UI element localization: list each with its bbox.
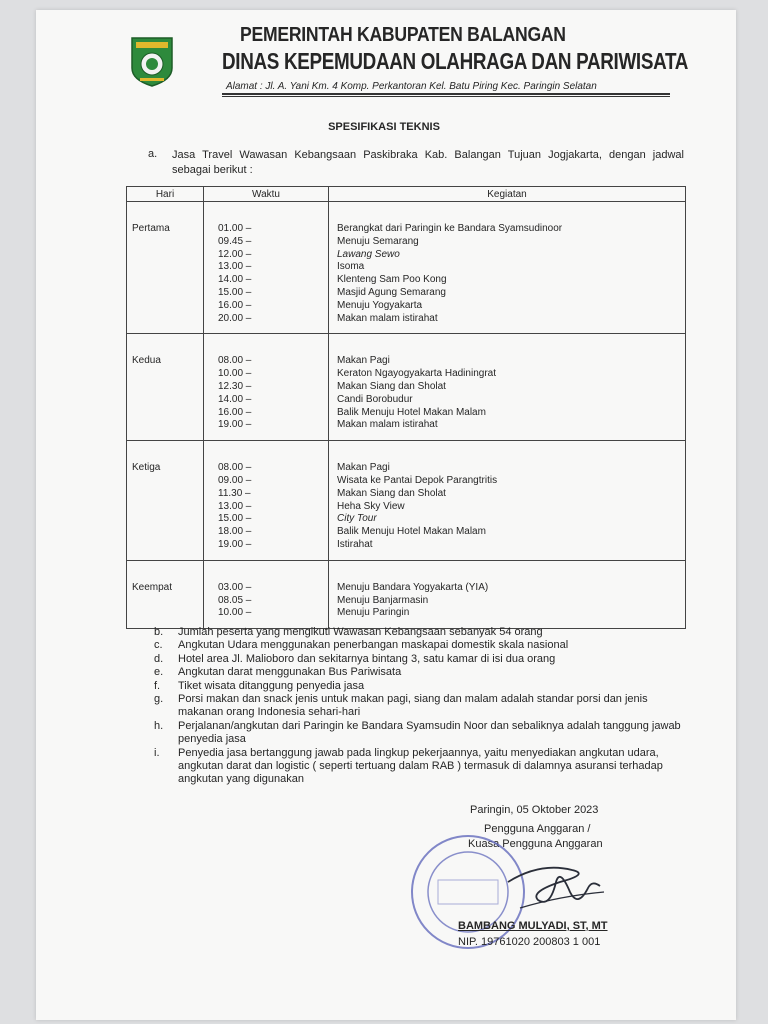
- activity-cell: [329, 560, 686, 628]
- list-text: Perjalanan/angkutan dari Paringin ke Bandara Syamsudin Noor dan sebaliknya adalah tanggung jawab penyedia jasa: [178, 719, 681, 746]
- day-cell: Kedua: [127, 334, 204, 441]
- day-cell: Ketiga: [127, 441, 204, 561]
- activity-entry: Makan malam istirahat: [337, 419, 438, 431]
- activity-entry: Masjid Agung Semarang: [337, 286, 446, 298]
- time-entry: 12.30 –: [218, 380, 252, 392]
- signature-place-date: Paringin, 05 Oktober 2023: [470, 804, 599, 816]
- time-entry: 10.00 –: [218, 368, 252, 380]
- list-text: Hotel area Jl. Malioboro dan sekitarnya bintang 3, satu kamar di isi dua orang: [178, 652, 556, 665]
- list-marker: b.: [154, 626, 164, 638]
- list-marker: i.: [154, 746, 160, 759]
- list-item: [154, 653, 688, 666]
- time-entry: 13.00 –: [218, 261, 252, 273]
- activity-entry: Candi Borobudur: [337, 393, 413, 405]
- time-cell: [204, 441, 329, 561]
- list-marker: g.: [154, 693, 164, 706]
- time-entry: 08.05 –: [218, 594, 252, 606]
- header-waktu: Waktu: [204, 187, 329, 202]
- header-address: Alamat : Jl. A. Yani Km. 4 Komp. Perkantoran Kel. Batu Piring Kec. Paringin Selatan: [226, 80, 597, 92]
- time-entry: 01.00 –: [218, 223, 252, 234]
- header-government: PEMERINTAH KABUPATEN BALANGAN: [240, 24, 566, 46]
- header-kegiatan: Kegiatan: [329, 187, 686, 202]
- activity-entry: Keraton Ngayogyakarta Hadiningrat: [337, 368, 496, 380]
- time-entry: 08.00 –: [218, 355, 252, 367]
- time-entry: 18.00 –: [218, 526, 252, 538]
- signature-role-1: Pengguna Anggaran /: [484, 823, 591, 835]
- header-department: DINAS KEPEMUDAAN OLAHRAGA DAN PARIWISATA: [222, 48, 689, 74]
- time-entry: 11.30 –: [218, 487, 251, 499]
- activity-entry: Makan Pagi: [337, 462, 390, 474]
- time-cell: [204, 334, 329, 441]
- activity-entry: Wisata ke Pantai Depok Parangtritis: [337, 474, 498, 486]
- activity-cell: [329, 441, 686, 561]
- activity-entry: Heha Sky View: [337, 500, 405, 512]
- specification-list: [154, 626, 688, 787]
- time-entry: 20.00 –: [218, 312, 252, 324]
- activity-entry: Makan Siang dan Sholat: [337, 487, 446, 499]
- time-entry: 09.00 –: [218, 474, 252, 486]
- list-text: Penyedia jasa bertanggung jawab pada lingkup pekerjaannya, yaitu menyediakan angkutan udara, angkutan darat dan logistic ( seperti tertuang dalam RAB ) termasuk di dalamnya asuransi terhadap angkutan yang digunakan: [178, 746, 663, 786]
- activity-entry: Menuju Yogyakarta: [337, 299, 423, 311]
- activity-entry: Menuju Paringin: [337, 607, 410, 619]
- time-entry: 19.00 –: [218, 538, 252, 550]
- time-entry: 09.45 –: [218, 235, 252, 247]
- header-rule-thin: [222, 96, 670, 97]
- activity-entry: Makan Siang dan Sholat: [337, 380, 446, 392]
- time-entry: 14.00 –: [218, 393, 252, 405]
- time-entry: 19.00 –: [218, 419, 252, 431]
- header-rule: [222, 93, 670, 95]
- activity-entry: Makan malam istirahat: [337, 312, 438, 324]
- list-item: [154, 626, 688, 639]
- list-marker: e.: [154, 666, 164, 679]
- schedule-row: [127, 441, 686, 561]
- day-cell: Keempat: [127, 560, 204, 628]
- schedule-row: [127, 560, 686, 628]
- list-item: [154, 747, 688, 787]
- activity-cell: [329, 202, 686, 334]
- list-item: [154, 680, 688, 693]
- activity-cell: [329, 334, 686, 441]
- activity-entry: Menuju Semarang: [337, 235, 419, 247]
- activity-entry: Makan Pagi: [337, 355, 390, 367]
- list-item: [154, 639, 688, 652]
- signatory-nip: NIP. 19761020 200803 1 001: [458, 936, 601, 948]
- list-text: Angkutan darat menggunakan Bus Pariwisata: [178, 666, 402, 679]
- time-entry: 13.00 –: [218, 500, 252, 512]
- schedule-table: [126, 186, 686, 629]
- activity-entry: Istirahat: [337, 538, 373, 550]
- activity-entry: Isoma: [337, 261, 365, 273]
- list-item: [154, 666, 688, 679]
- schedule-row: [127, 202, 686, 334]
- schedule-row: [127, 334, 686, 441]
- time-entry: 15.00 –: [218, 286, 252, 298]
- time-entry: 15.00 –: [218, 513, 252, 525]
- activity-entry: Balik Menuju Hotel Makan Malam: [337, 406, 486, 418]
- time-entry: 10.00 –: [218, 607, 252, 619]
- time-entry: 16.00 –: [218, 406, 252, 418]
- time-cell: [204, 202, 329, 334]
- activity-entry: Berangkat dari Paringin ke Bandara Syamsudinoor: [337, 223, 563, 234]
- list-item: [154, 693, 688, 720]
- signature-role-2: Kuasa Pengguna Anggaran: [468, 838, 603, 850]
- list-text: Angkutan Udara menggunakan penerbangan maskapai domestik skala nasional: [178, 639, 569, 652]
- activity-entry: Menuju Bandara Yogyakarta (YIA): [337, 581, 489, 593]
- handwritten-signature: [500, 852, 610, 922]
- intro-text: Jasa Travel Wawasan Kebangsaan Paskibraka Kab. Balangan Tujuan Jogjakarta, dengan jadwal sebagai berikut :: [172, 149, 684, 176]
- list-text: Tiket wisata ditanggung penyedia jasa: [178, 679, 365, 692]
- regency-logo: [128, 34, 176, 88]
- activity-entry: Lawang Sewo: [337, 248, 400, 260]
- list-marker: f.: [154, 679, 161, 692]
- list-marker: d.: [154, 652, 164, 665]
- time-cell: [204, 560, 329, 628]
- activity-entry: Menuju Banjarmasin: [337, 594, 429, 606]
- list-marker: h.: [154, 719, 164, 732]
- document-title: SPESIFIKASI TEKNIS: [328, 121, 440, 133]
- time-entry: 12.00 –: [218, 248, 252, 260]
- day-cell: Pertama: [127, 202, 204, 334]
- signatory-name: BAMBANG MULYADI, ST, MT: [458, 920, 608, 932]
- header-hari: Hari: [127, 187, 204, 202]
- activity-entry: Klenteng Sam Poo Kong: [337, 274, 447, 286]
- time-entry: 16.00 –: [218, 299, 252, 311]
- intro-marker: a.: [148, 148, 158, 160]
- activity-entry: Balik Menuju Hotel Makan Malam: [337, 526, 486, 538]
- time-entry: 03.00 –: [218, 581, 252, 593]
- list-marker: c.: [154, 639, 163, 652]
- time-entry: 14.00 –: [218, 274, 252, 286]
- list-text: Porsi makan dan snack jenis untuk makan pagi, siang dan malam adalah standar porsi dan jenis makanan orang Indonesia sehari-hari: [178, 693, 648, 719]
- time-entry: 08.00 –: [218, 462, 252, 474]
- list-text: Jumlah peserta yang mengikuti Wawasan Kebangsaan sebanyak 54 orang: [178, 626, 543, 638]
- activity-entry: City Tour: [337, 513, 377, 525]
- list-item: [154, 720, 688, 747]
